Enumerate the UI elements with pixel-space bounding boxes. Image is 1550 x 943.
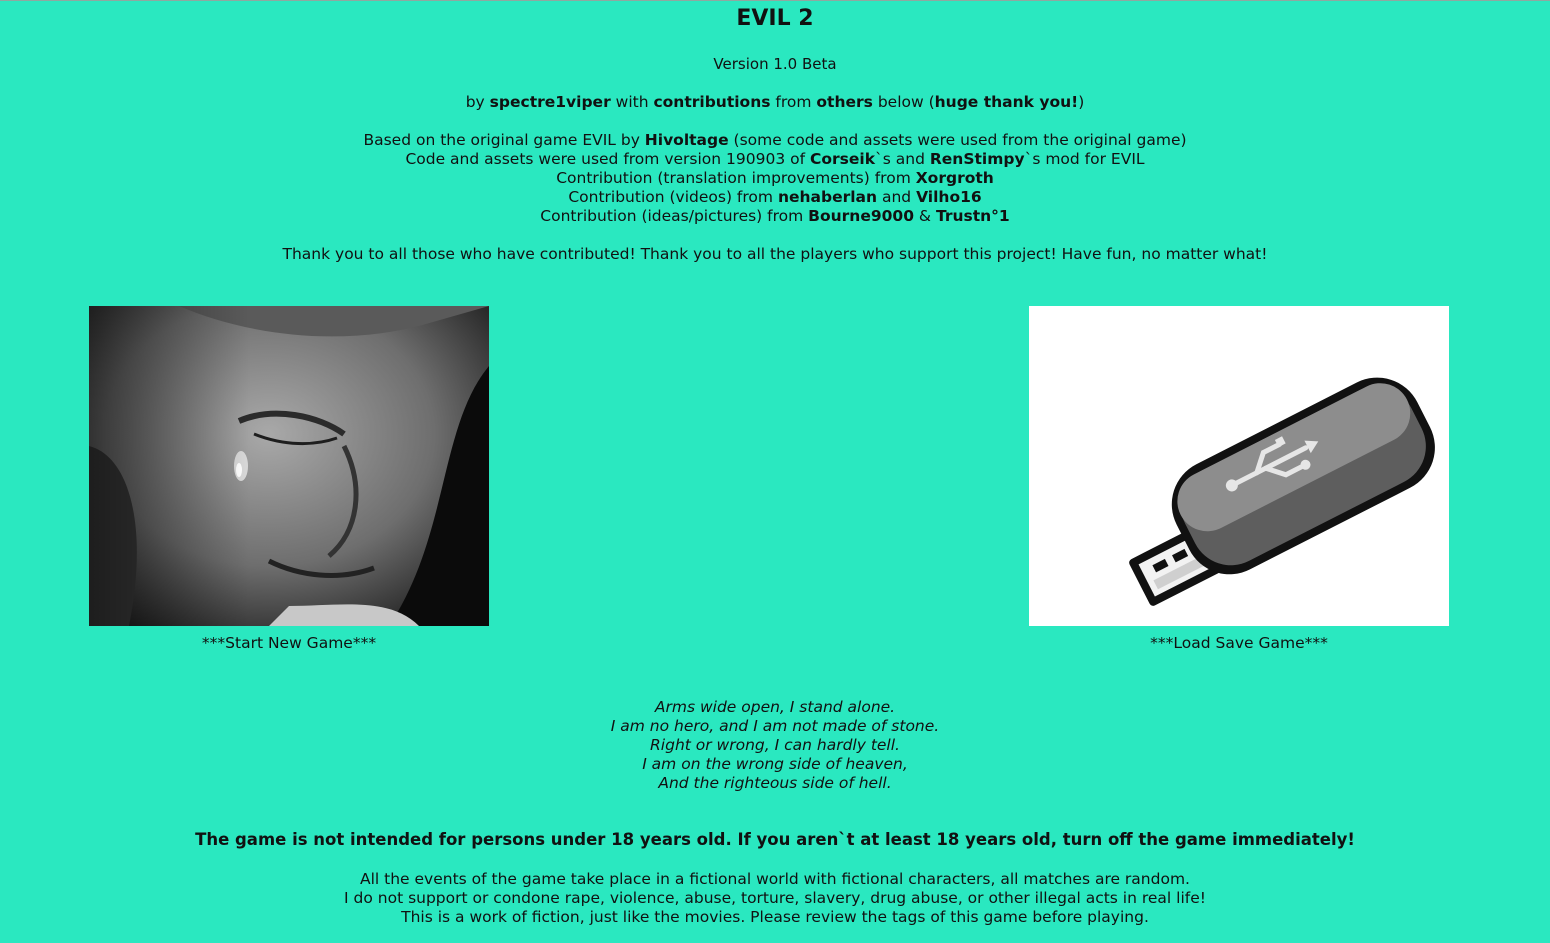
credit-name: RenStimpy <box>929 150 1025 168</box>
credit-line <box>0 169 1550 188</box>
credit-text: Based on the original game EVIL by <box>363 131 645 149</box>
start-new-game-label[interactable]: ***Start New Game*** <box>201 634 377 652</box>
credit-line <box>0 131 1550 150</box>
start-new-game-button[interactable] <box>89 306 489 652</box>
credit-text: `s mod for EVIL <box>1024 150 1145 168</box>
byline-with: with <box>610 93 654 111</box>
disclaimer-line: This is a work of fiction, just like the movies. Please review the tags of this game before playing. <box>401 908 1149 926</box>
credit-text: `s and <box>875 150 930 168</box>
crying-statue-image[interactable] <box>89 306 489 626</box>
age-warning: The game is not intended for persons under 18 years old. If you aren`t at least 18 years old, turn off the game immediately! <box>195 830 1355 849</box>
credit-line <box>0 150 1550 169</box>
credit-name: Vilho16 <box>916 188 982 206</box>
credit-text: Contribution (videos) from <box>568 188 778 206</box>
byline-others: others <box>816 93 873 111</box>
credit-name: Xorgroth <box>915 169 994 187</box>
credit-name: Trustn°1 <box>935 207 1010 225</box>
poem <box>0 698 1550 793</box>
poem-line: And the righteous side of hell. <box>658 774 892 792</box>
byline-thanks: huge thank you! <box>934 93 1079 111</box>
version-text: Version 1.0 Beta <box>713 55 837 73</box>
load-save-game-label[interactable]: ***Load Save Game*** <box>1150 634 1328 652</box>
byline-close: ) <box>1078 93 1085 111</box>
credit-name: nehaberlan <box>777 188 878 206</box>
poem-line: I am no hero, and I am not made of stone. <box>610 717 940 735</box>
disclaimer-line: I do not support or condone rape, violence, abuse, torture, slavery, drug abuse, or other illegal acts in real life! <box>344 889 1206 907</box>
credit-text: & <box>914 207 936 225</box>
credit-text: and <box>877 188 917 206</box>
byline <box>0 93 1550 111</box>
author-name: spectre1viper <box>489 93 611 111</box>
credit-text: Contribution (ideas/pictures) from <box>540 207 809 225</box>
poem-line: Right or wrong, I can hardly tell. <box>650 736 900 754</box>
credit-line <box>0 207 1550 226</box>
credit-name: Corseik <box>809 150 876 168</box>
credit-text: Contribution (translation improvements) from <box>556 169 916 187</box>
credits-block <box>0 131 1550 226</box>
credit-text: (some code and assets were used from the original game) <box>728 131 1187 149</box>
byline-from: from <box>770 93 817 111</box>
poem-line: I am on the wrong side of heaven, <box>642 755 908 773</box>
credit-name: Bourne9000 <box>808 207 914 225</box>
credit-line <box>0 188 1550 207</box>
byline-below: below ( <box>872 93 935 111</box>
disclaimer-line: All the events of the game take place in a fictional world with fictional characters, all matches are random. <box>360 870 1190 888</box>
load-save-game-button[interactable] <box>1029 306 1449 652</box>
disclaimer <box>0 870 1550 927</box>
thanks-text: Thank you to all those who have contributed! Thank you to all the players who support this project! Have fun, no matter what! <box>282 245 1268 263</box>
poem-line: Arms wide open, I stand alone. <box>654 698 896 716</box>
credit-name: Hivoltage <box>644 131 729 149</box>
usb-drive-image[interactable] <box>1029 306 1449 626</box>
byline-by: by <box>465 93 490 111</box>
credit-text: Code and assets were used from version 190903 of <box>405 150 810 168</box>
page-title: EVIL 2 <box>736 6 814 31</box>
byline-contributions: contributions <box>653 93 771 111</box>
